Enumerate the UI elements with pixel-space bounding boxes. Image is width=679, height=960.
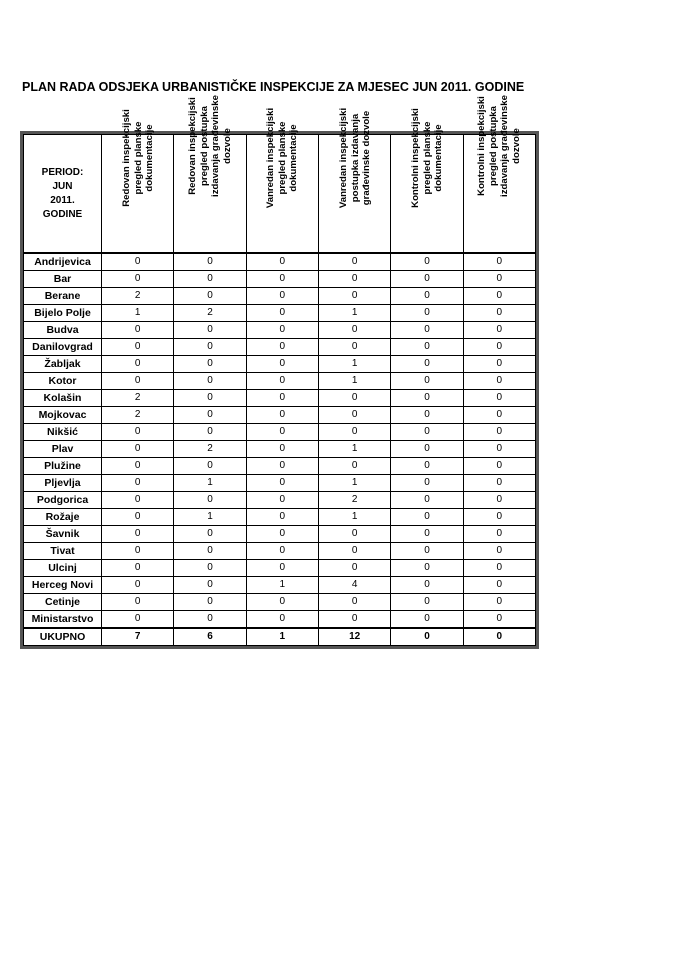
column-header-extraordinary-planning: Vanredan inspekcijski pregled planske dokumentacije: [246, 135, 318, 254]
municipality-name: Kolašin: [24, 390, 102, 407]
table-row: [24, 611, 536, 629]
table-cell: 0: [463, 458, 535, 475]
municipality-name: Andrijevica: [24, 253, 102, 271]
table-cell: 0: [246, 253, 318, 271]
table-cell: 0: [463, 526, 535, 543]
table-cell: 0: [391, 356, 463, 373]
table-cell: 0: [174, 373, 246, 390]
period-header: [24, 135, 102, 254]
table-cell: 0: [391, 407, 463, 424]
column-header-control-planning: Kontrolni inspekcijski pregled planske dokumentacije: [391, 135, 463, 254]
table-cell: 0: [463, 288, 535, 305]
table-row: [24, 577, 536, 594]
table-row: [24, 339, 536, 356]
period-line: 2011.: [50, 194, 75, 206]
table-cell: 0: [318, 253, 390, 271]
table-cell: 0: [463, 475, 535, 492]
table-cell: 0: [463, 611, 535, 629]
table-row: [24, 526, 536, 543]
table-cell: 0: [174, 492, 246, 509]
table-cell: 0: [463, 543, 535, 560]
table-cell: 0: [174, 339, 246, 356]
column-header-regular-planning: Redovan inspekcijski pregled planske dokumentacije: [102, 135, 174, 254]
table-cell: 0: [391, 492, 463, 509]
total-label: UKUPNO: [24, 628, 102, 646]
table-row: [24, 594, 536, 611]
table-cell: 2: [102, 390, 174, 407]
table-cell: 0: [174, 577, 246, 594]
table-cell: 0: [318, 339, 390, 356]
table-row: [24, 458, 536, 475]
table-cell: 2: [102, 288, 174, 305]
municipality-name: Tivat: [24, 543, 102, 560]
table-cell: 2: [174, 441, 246, 458]
total-cell: 0: [391, 628, 463, 646]
table-cell: 0: [463, 373, 535, 390]
table-cell: 2: [318, 492, 390, 509]
period-line: PERIOD:: [41, 166, 84, 178]
table-cell: 0: [174, 594, 246, 611]
table-cell: 0: [246, 305, 318, 322]
table-cell: 0: [174, 543, 246, 560]
table-cell: 0: [463, 253, 535, 271]
municipality-name: Ministarstvo: [24, 611, 102, 629]
table-cell: 0: [318, 458, 390, 475]
table-cell: 0: [391, 543, 463, 560]
municipality-name: Mojkovac: [24, 407, 102, 424]
municipality-name: Nikšić: [24, 424, 102, 441]
table-cell: 0: [174, 356, 246, 373]
page-title: PLAN RADA ODSJEKA URBANISTIČKE INSPEKCIJE ZA MJESEC JUN 2011. GODINE: [22, 80, 525, 94]
table-cell: 0: [102, 560, 174, 577]
table-cell: 1: [174, 509, 246, 526]
table-row: [24, 475, 536, 492]
table-row: [24, 356, 536, 373]
table-cell: 0: [463, 424, 535, 441]
table-cell: 4: [318, 577, 390, 594]
table-cell: 0: [318, 390, 390, 407]
table-cell: 0: [318, 288, 390, 305]
municipality-name: Bar: [24, 271, 102, 288]
total-cell: 0: [463, 628, 535, 646]
table-cell: 0: [102, 577, 174, 594]
table-row: [24, 509, 536, 526]
table-cell: 0: [463, 390, 535, 407]
table-row: [24, 271, 536, 288]
table-cell: 0: [318, 560, 390, 577]
table-cell: 0: [174, 322, 246, 339]
total-cell: 7: [102, 628, 174, 646]
table-cell: 0: [391, 288, 463, 305]
table-cell: 0: [246, 407, 318, 424]
table-cell: 0: [102, 373, 174, 390]
table-cell: 0: [391, 526, 463, 543]
table-cell: 1: [318, 509, 390, 526]
table-cell: 0: [102, 271, 174, 288]
table-cell: 0: [246, 390, 318, 407]
table-cell: 0: [318, 271, 390, 288]
table-cell: 0: [318, 424, 390, 441]
table-cell: 0: [102, 441, 174, 458]
table-cell: 0: [102, 458, 174, 475]
table-cell: 0: [246, 594, 318, 611]
table-cell: 0: [391, 475, 463, 492]
table-cell: 0: [102, 543, 174, 560]
column-header-extraordinary-permit: Vanredan inspekcijski postupka izdavanja građevinske dozvole: [318, 135, 390, 254]
table-cell: 0: [246, 373, 318, 390]
total-cell: 1: [246, 628, 318, 646]
table-cell: 0: [391, 390, 463, 407]
table-cell: 0: [102, 356, 174, 373]
total-row: [24, 628, 536, 646]
table-row: [24, 305, 536, 322]
table-cell: 0: [174, 424, 246, 441]
table-cell: 0: [246, 458, 318, 475]
table-cell: 0: [463, 492, 535, 509]
table-cell: 0: [318, 594, 390, 611]
table-cell: 0: [174, 407, 246, 424]
table-cell: 0: [102, 339, 174, 356]
table-cell: 0: [318, 611, 390, 629]
table-cell: 0: [102, 253, 174, 271]
column-header-control-permit: Kontrolni inspekcijski pregled postupka izdavanja građevinske dozvole: [463, 135, 535, 254]
table-cell: 0: [463, 407, 535, 424]
table-cell: 0: [391, 594, 463, 611]
municipality-name: Budva: [24, 322, 102, 339]
table-cell: 1: [102, 305, 174, 322]
table-cell: 0: [391, 441, 463, 458]
table-cell: 0: [246, 492, 318, 509]
table-row: [24, 441, 536, 458]
table-cell: 1: [318, 441, 390, 458]
table-cell: 0: [246, 475, 318, 492]
table-cell: 0: [246, 322, 318, 339]
table-row: [24, 492, 536, 509]
municipality-name: Cetinje: [24, 594, 102, 611]
table-row: [24, 390, 536, 407]
municipality-name: Žabljak: [24, 356, 102, 373]
table-cell: 0: [463, 271, 535, 288]
total-cell: 12: [318, 628, 390, 646]
table-cell: 0: [174, 458, 246, 475]
table-cell: 0: [246, 526, 318, 543]
table-cell: 0: [246, 424, 318, 441]
table-cell: 0: [463, 305, 535, 322]
table-cell: 0: [102, 492, 174, 509]
inspection-plan-table-frame: [20, 95, 539, 649]
municipality-name: Rožaje: [24, 509, 102, 526]
table-cell: 0: [102, 611, 174, 629]
table-body: [24, 253, 536, 646]
table-cell: 1: [246, 577, 318, 594]
table-cell: 0: [246, 339, 318, 356]
municipality-name: Plav: [24, 441, 102, 458]
municipality-name: Pljevlja: [24, 475, 102, 492]
table-cell: 0: [463, 594, 535, 611]
table-cell: 0: [102, 322, 174, 339]
table-cell: 0: [391, 271, 463, 288]
table-cell: 0: [246, 611, 318, 629]
municipality-name: Ulcinj: [24, 560, 102, 577]
municipality-name: Danilovgrad: [24, 339, 102, 356]
table-cell: 0: [318, 322, 390, 339]
table-cell: 0: [174, 611, 246, 629]
table-cell: 0: [246, 543, 318, 560]
table-cell: 0: [102, 594, 174, 611]
table-cell: 1: [318, 356, 390, 373]
table-cell: 0: [391, 339, 463, 356]
table-cell: 0: [318, 543, 390, 560]
period-line: GODINE: [42, 208, 83, 220]
table-cell: 0: [391, 577, 463, 594]
table-cell: 0: [246, 356, 318, 373]
header-row: [24, 135, 536, 254]
total-cell: 6: [174, 628, 246, 646]
table-cell: 0: [463, 441, 535, 458]
table-cell: 0: [246, 560, 318, 577]
table-row: [24, 373, 536, 390]
table-cell: 0: [174, 390, 246, 407]
table-cell: 0: [246, 509, 318, 526]
table-cell: 2: [102, 407, 174, 424]
table-cell: 0: [174, 526, 246, 543]
table-cell: 0: [174, 288, 246, 305]
municipality-name: Plužine: [24, 458, 102, 475]
table-cell: 0: [174, 271, 246, 288]
table-cell: 0: [246, 441, 318, 458]
table-cell: 1: [174, 475, 246, 492]
table-cell: 0: [318, 407, 390, 424]
table-row: [24, 560, 536, 577]
table-cell: 0: [391, 322, 463, 339]
table-cell: 0: [391, 560, 463, 577]
table-cell: 0: [102, 509, 174, 526]
table-cell: 0: [463, 509, 535, 526]
table-cell: 0: [391, 458, 463, 475]
table-cell: 2: [174, 305, 246, 322]
table-cell: 0: [391, 611, 463, 629]
table-row: [24, 424, 536, 441]
table-cell: 0: [318, 526, 390, 543]
table-cell: 1: [318, 373, 390, 390]
municipality-name: Bijelo Polje: [24, 305, 102, 322]
period-line: JUN: [52, 180, 73, 192]
table-cell: 0: [463, 577, 535, 594]
table-row: [24, 322, 536, 339]
table-row: [24, 288, 536, 305]
table-cell: 0: [391, 305, 463, 322]
table-cell: 0: [246, 271, 318, 288]
municipality-name: Podgorica: [24, 492, 102, 509]
municipality-name: Herceg Novi: [24, 577, 102, 594]
table-row: [24, 543, 536, 560]
column-header-regular-permit: Redovan inspekcijski pregled postupka izdavanja građevinske dozvole: [174, 135, 246, 254]
municipality-name: Berane: [24, 288, 102, 305]
table-cell: 0: [463, 339, 535, 356]
inspection-plan-table: [23, 95, 536, 646]
table-cell: 0: [102, 475, 174, 492]
table-row: [24, 253, 536, 271]
table-cell: 0: [391, 253, 463, 271]
table-cell: 1: [318, 305, 390, 322]
table-cell: 0: [102, 526, 174, 543]
table-cell: 0: [391, 424, 463, 441]
table-cell: 0: [174, 253, 246, 271]
table-cell: 0: [174, 560, 246, 577]
table-cell: 0: [463, 356, 535, 373]
municipality-name: Kotor: [24, 373, 102, 390]
table-cell: 0: [463, 322, 535, 339]
table-cell: 0: [391, 373, 463, 390]
table-cell: 0: [246, 288, 318, 305]
table-cell: 1: [318, 475, 390, 492]
table-cell: 0: [391, 509, 463, 526]
table-cell: 0: [463, 560, 535, 577]
municipality-name: Šavnik: [24, 526, 102, 543]
table-row: [24, 407, 536, 424]
table-cell: 0: [102, 424, 174, 441]
